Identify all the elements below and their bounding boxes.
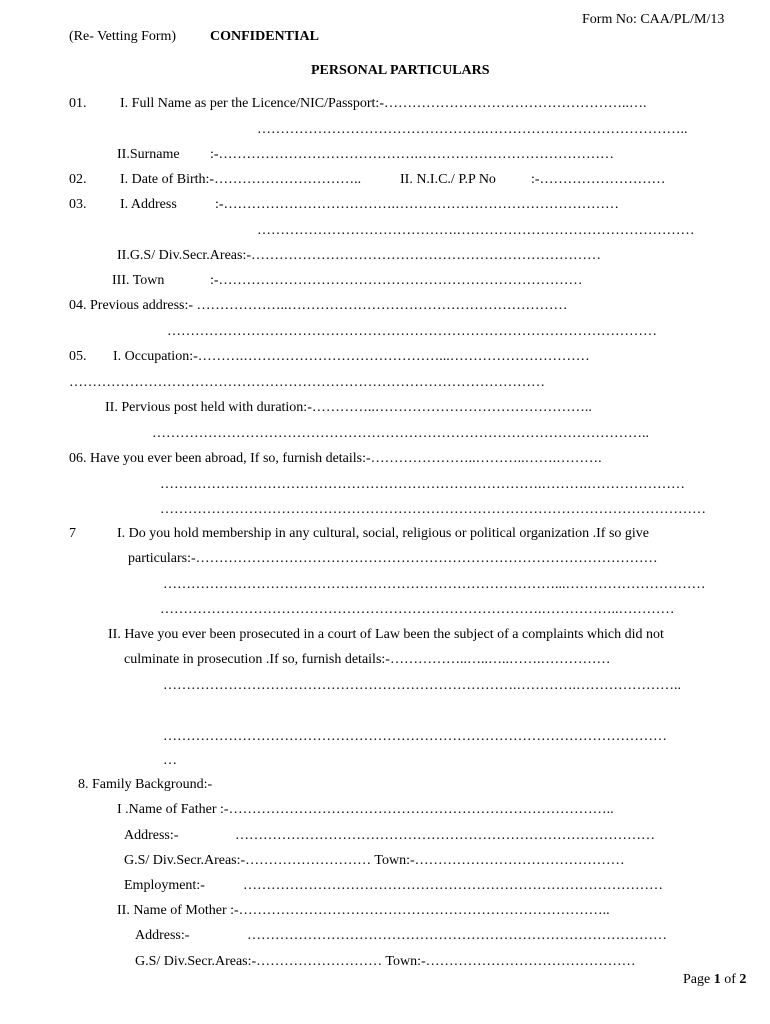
abroad-field[interactable]: 06. Have you ever been abroad, If so, furnish details:-…………………..………..…….………. xyxy=(69,451,602,466)
full-name-continuation[interactable]: ………………………………………….…………………………………….. xyxy=(257,122,688,137)
prosecution-continuation-2[interactable]: ……………………………………………………………………………………………… xyxy=(163,729,667,744)
membership-question: I. Do you hold membership in any cultural, social, religious or political organization .If so give xyxy=(117,526,650,541)
prosecution-continuation-1[interactable]: ………………………………………………………………….………….………………….. xyxy=(163,678,681,693)
mother-name-field[interactable]: II. Name of Mother :-…………………………………………………………………….. xyxy=(117,903,610,918)
abroad-continuation-2[interactable]: ……………………………………………………………………………………………………… xyxy=(160,502,706,517)
date-of-birth-field[interactable]: I. Date of Birth:-………………………….. xyxy=(120,172,362,187)
form-number: Form No: CAA/PL/M/13 xyxy=(582,12,725,27)
occupation-field[interactable]: I. Occupation:-……….……………………………………...………………………… xyxy=(113,349,590,364)
mother-address-label: Address:- xyxy=(135,928,190,943)
item-03-number: 03. xyxy=(69,197,87,212)
previous-address-field[interactable]: 04. Previous address:- ………………..…………………………………………………… xyxy=(69,298,568,313)
address-field[interactable]: :-……………………………….………………………………………… xyxy=(215,197,620,212)
item-01-number: 01. xyxy=(69,96,87,111)
address-continuation[interactable]: …………………………………….…………………………………………… xyxy=(257,223,695,238)
mother-address-field[interactable]: ……………………………………………………………………………… xyxy=(247,928,667,943)
abroad-continuation-1[interactable]: ……………………………………………………………………….……….………………… xyxy=(160,477,685,492)
mother-gs-town-field[interactable]: G.S/ Div.Secr.Areas:-……………………… Town:-……………………………………… xyxy=(135,954,636,969)
page-total: 2 xyxy=(739,972,747,987)
gs-area-field[interactable]: II.G.S/ Div.Secr.Areas:-………………………………………………………………… xyxy=(117,248,602,263)
membership-continuation-1[interactable]: …………………………………………………………………………...………………………… xyxy=(163,577,706,592)
father-employment-label: Employment:- xyxy=(124,878,205,893)
prosecution-question: II. Have you ever been prosecuted in a court of Law been the subject of a complaints which did not xyxy=(108,627,664,642)
item-07-number: 7 xyxy=(69,526,76,541)
prosecution-continuation-3[interactable]: … xyxy=(163,753,177,768)
item-02-number: 02. xyxy=(69,172,87,187)
page-of: of xyxy=(720,972,740,987)
item-05-number: 05. xyxy=(69,349,87,364)
previous-post-field[interactable]: II. Pervious post held with duration:-…………..……………………………………….. xyxy=(105,400,592,415)
surname-label: II.Surname xyxy=(117,147,180,162)
address-label: I. Address xyxy=(120,197,177,212)
prosecution-details-field[interactable]: culminate in prosecution .If so, furnish details:-……………..…..…..…….…………… xyxy=(124,652,611,667)
father-address-label: Address:- xyxy=(124,828,179,843)
nic-field[interactable]: :-……………………… xyxy=(531,172,666,187)
page-number: 1 xyxy=(713,972,721,987)
page-title: PERSONAL PARTICULARS xyxy=(311,63,490,78)
town-field[interactable]: :-…………………………………………………………………… xyxy=(210,273,583,288)
father-address-field[interactable]: ……………………………………………………………………………… xyxy=(235,828,655,843)
town-label: III. Town xyxy=(112,273,165,288)
family-background-heading: 8. Family Background:- xyxy=(78,777,213,792)
membership-continuation-2[interactable]: ……………………………………………………………………….……………..………… xyxy=(160,602,675,617)
revetting-label: (Re- Vetting Form) xyxy=(69,29,177,44)
full-name-field[interactable]: I. Full Name as per the Licence/NIC/Passport:-……………………………………………..…. xyxy=(120,96,647,111)
previous-address-continuation[interactable]: …………………………………………………………………………………………… xyxy=(167,324,657,339)
father-gs-town-field[interactable]: G.S/ Div.Secr.Areas:-……………………… Town:-……………………………………… xyxy=(124,853,625,868)
membership-particulars-field[interactable]: particulars:-……………………………………………………………………………………… xyxy=(128,551,658,566)
nic-label: II. N.I.C./ P.P No xyxy=(400,172,496,187)
father-name-field[interactable]: I .Name of Father :-……………………………………………………………………….. xyxy=(117,802,614,817)
confidential-label: CONFIDENTIAL xyxy=(210,29,319,44)
occupation-continuation[interactable]: ………………………………………………………………………………………… xyxy=(69,375,545,390)
father-employment-field[interactable]: ……………………………………………………………………………… xyxy=(243,878,663,893)
page-indicator xyxy=(683,971,746,989)
previous-post-continuation[interactable]: …………………………………………………………………………………………….. xyxy=(152,426,649,441)
surname-field[interactable]: :-…………………………………….…………………………………… xyxy=(210,147,615,162)
page-prefix: Page xyxy=(683,972,714,987)
